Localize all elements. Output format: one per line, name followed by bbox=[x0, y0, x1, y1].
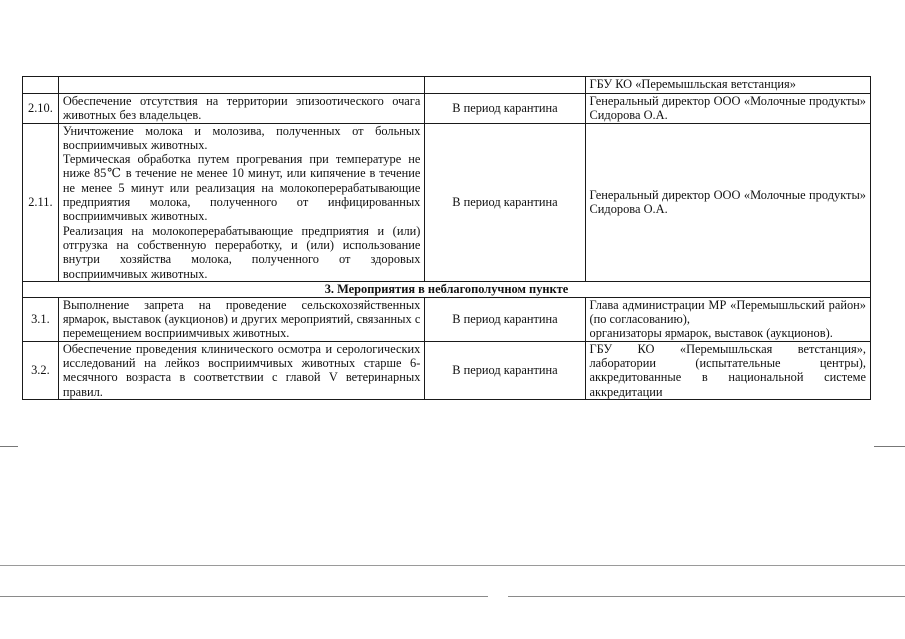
table-row-continuation bbox=[23, 77, 871, 94]
table-row bbox=[23, 341, 871, 399]
responsible-cell bbox=[585, 341, 871, 399]
period-cell-empty bbox=[425, 77, 585, 94]
measure-cell-empty bbox=[58, 77, 425, 94]
number-cell-empty bbox=[23, 77, 59, 94]
responsible-cell bbox=[585, 94, 871, 124]
period-cell: В период карантина bbox=[425, 123, 585, 281]
row-number: 3.2. bbox=[23, 341, 59, 399]
section-header-row bbox=[23, 281, 871, 297]
scan-line bbox=[508, 596, 905, 597]
table-row bbox=[23, 297, 871, 341]
scan-line bbox=[0, 446, 18, 447]
measure-cell bbox=[58, 341, 425, 399]
period-cell: В период карантина bbox=[425, 297, 585, 341]
measure-text: Обеспечение проведения клинического осмотра и серологических исследований на лейкоз восприимчивых животных старше 6-месячного возраста в соответствии с главой V ветеринарных правил. bbox=[62, 341, 421, 399]
measure-text: Уничтожение молока и молозива, полученных от больных восприимчивых животных. bbox=[62, 123, 421, 152]
measures-table bbox=[22, 76, 871, 400]
responsible-cell bbox=[585, 297, 871, 341]
measure-text: Термическая обработка путем прогревания при температуре не ниже 85℃ в течение не менее 10 минут, или кипячение в течение не менее 5 минут или реализация на молокоперерабатывающие предприятия молока, полученного от инфицированных восприимчивых животных. bbox=[62, 152, 421, 224]
period-cell: В период карантина bbox=[425, 94, 585, 124]
table-row bbox=[23, 123, 871, 281]
row-number: 2.11. bbox=[23, 123, 59, 281]
period-cell: В период карантина bbox=[425, 341, 585, 399]
scan-line bbox=[0, 565, 905, 566]
responsible-text: ГБУ КО «Перемышльская ветстанция», лаборатории (испытательные центры), аккредитованные в национальной системе аккредитации bbox=[589, 341, 866, 399]
responsible-cell: ГБУ КО «Перемышльская ветстанция» bbox=[585, 77, 871, 94]
section-title: 3. Мероприятия в неблагополучном пункте bbox=[23, 281, 871, 297]
measure-text: Реализация на молокоперерабатывающие предприятия и (или) отгрузка на собственную переработку, и (или) использование внутри хозяйства молока, полученного от здоровых восприимчивых животных. bbox=[62, 223, 421, 281]
row-number: 3.1. bbox=[23, 297, 59, 341]
measure-cell bbox=[58, 297, 425, 341]
responsible-text: Генеральный директор ООО «Молочные продукты» Сидорова О.А. bbox=[589, 187, 866, 217]
responsible-cell bbox=[585, 123, 871, 281]
responsible-text: Генеральный директор ООО «Молочные продукты» Сидорова О.А. bbox=[589, 94, 866, 123]
measure-text: Обеспечение отсутствия на территории эпизоотического очага животных без владельцев. bbox=[62, 94, 421, 123]
scan-line bbox=[0, 596, 488, 597]
scan-line bbox=[874, 446, 905, 447]
measure-cell bbox=[58, 94, 425, 124]
responsible-text: организаторы ярмарок, выставок (аукционов). bbox=[589, 326, 833, 341]
row-number: 2.10. bbox=[23, 94, 59, 124]
measure-text: Выполнение запрета на проведение сельскохозяйственных ярмарок, выставок (аукционов) и других мероприятий, связанных с перемещением восприимчивых животных. bbox=[62, 297, 421, 341]
measure-cell bbox=[58, 123, 425, 281]
responsible-text: Глава администрации МР «Перемышльский район» (по согласованию), bbox=[589, 297, 866, 327]
table-row bbox=[23, 94, 871, 124]
